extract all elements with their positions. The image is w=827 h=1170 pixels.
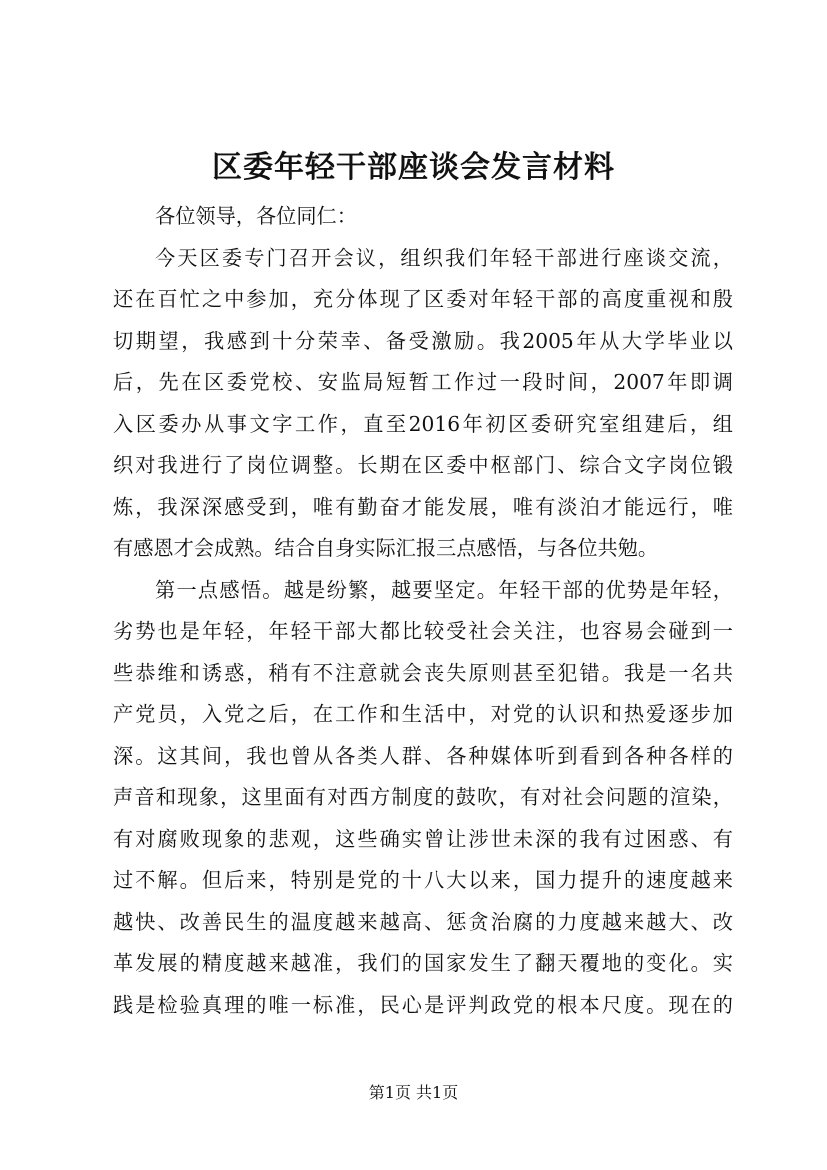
paragraph-line: 切期望，我感到十分荣幸、备受激励。我2005年从大学毕业以	[113, 328, 733, 353]
paragraph-line: 些恭维和诱惑，稍有不注意就会丧失原则甚至犯错。我是一名共	[113, 660, 733, 685]
paragraph-line: 炼，我深深感受到，唯有勤奋才能发展，唯有淡泊才能远行，唯	[113, 494, 733, 519]
paragraph-line: 过不解。但后来，特别是党的十八大以来，国力提升的速度越来	[113, 868, 733, 892]
paragraph-line: 今天区委专门召开会议，组织我们年轻干部进行座谈交流，	[155, 245, 733, 270]
paragraph-line: 践是检验真理的唯一标准，民心是评判政党的根本尺度。现在的	[113, 992, 733, 1017]
paragraph-line: 入区委办从事文字工作，直至2016年初区委研究室组建后，组	[113, 411, 733, 436]
page-footer: 第1页 共1页	[368, 1083, 459, 1102]
paragraph-line: 产党员，入党之后，在工作和生活中，对党的认识和热爱逐步加	[113, 702, 733, 726]
paragraph-line: 深。这其间，我也曾从各类人群、各种媒体听到看到各种各样的	[113, 743, 733, 768]
paragraph-line: 革发展的精度越来越准，我们的国家发生了翻天覆地的变化。实	[113, 951, 733, 975]
paragraph-line: 越快、改善民生的温度越来越高、惩贪治腐的力度越来越大、改	[113, 909, 733, 934]
paragraph-line: 还在百忙之中参加，充分体现了区委对年轻干部的高度重视和殷	[113, 287, 733, 311]
salutation-line: 各位领导，各位同仁：	[155, 204, 357, 228]
document-body	[113, 196, 733, 1026]
paragraph-line: 有感恩才会成熟。结合自身实际汇报三点感悟，与各位共勉。	[113, 536, 659, 560]
paragraph-line: 织对我进行了岗位调整。长期在区委中枢部门、综合文字岗位锻	[113, 453, 733, 477]
paragraph-line: 后，先在区委党校、安监局短暂工作过一段时间，2007年即调	[113, 370, 733, 394]
paragraph-line: 有对腐败现象的悲观，这些确实曾让涉世未深的我有过困惑、有	[113, 826, 733, 851]
document-title: 区委年轻干部座谈会发言材料	[212, 150, 615, 185]
paragraph-line: 第一点感悟。越是纷繁，越要坚定。年轻干部的优势是年轻，	[155, 577, 733, 602]
paragraph-line: 声音和现象，这里面有对西方制度的鼓吹，有对社会问题的渲染，	[113, 785, 733, 809]
paragraph-line: 劣势也是年轻，年轻干部大都比较受社会关注，也容易会碰到一	[113, 619, 733, 643]
